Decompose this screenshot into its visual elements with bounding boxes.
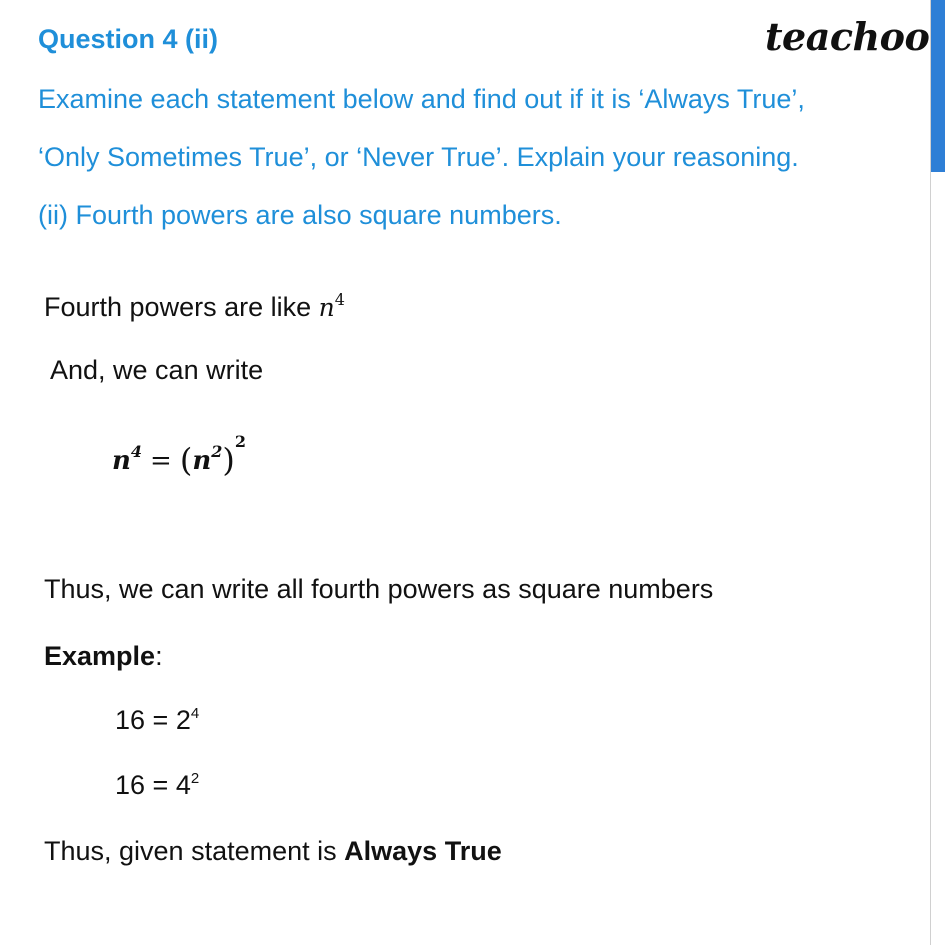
example-heading: Example: [44, 641, 163, 671]
question-title: Question 4 (ii) [38, 24, 219, 54]
eq-rhs: $(n^2)^2$ [179, 432, 246, 479]
example-label: Example [44, 641, 156, 671]
and-line: And, we can write [50, 355, 264, 385]
thus-line: Thus, we can write all fourth powers as square numbers [44, 574, 714, 604]
eq-lhs: $n^4$ [112, 442, 143, 476]
question-line-3: (ii) Fourth powers are also square numbers. [38, 200, 562, 230]
sidebar-accent-bar [931, 0, 945, 172]
intro-text: Fourth powers are like [44, 292, 319, 322]
main-equation [112, 432, 246, 479]
conclusion-answer: Always True [344, 836, 502, 866]
teachoo-logo: teachoo [765, 14, 930, 59]
example-1: $16 = 2^4$ [115, 705, 200, 735]
question-line-2: ‘Only Sometimes True’, or ‘Never True’. Explain your reasoning. [38, 142, 799, 172]
eq-equals: = [150, 446, 172, 476]
intro-math: $n^4$ [318, 290, 345, 322]
conclusion-line: Thus, given statement is Always True [44, 836, 502, 866]
intro-line [44, 290, 345, 323]
example-2: $16 = 4^2$ [115, 770, 200, 800]
question-line-1: Examine each statement below and find out if it is ‘Always True’, [38, 84, 805, 114]
